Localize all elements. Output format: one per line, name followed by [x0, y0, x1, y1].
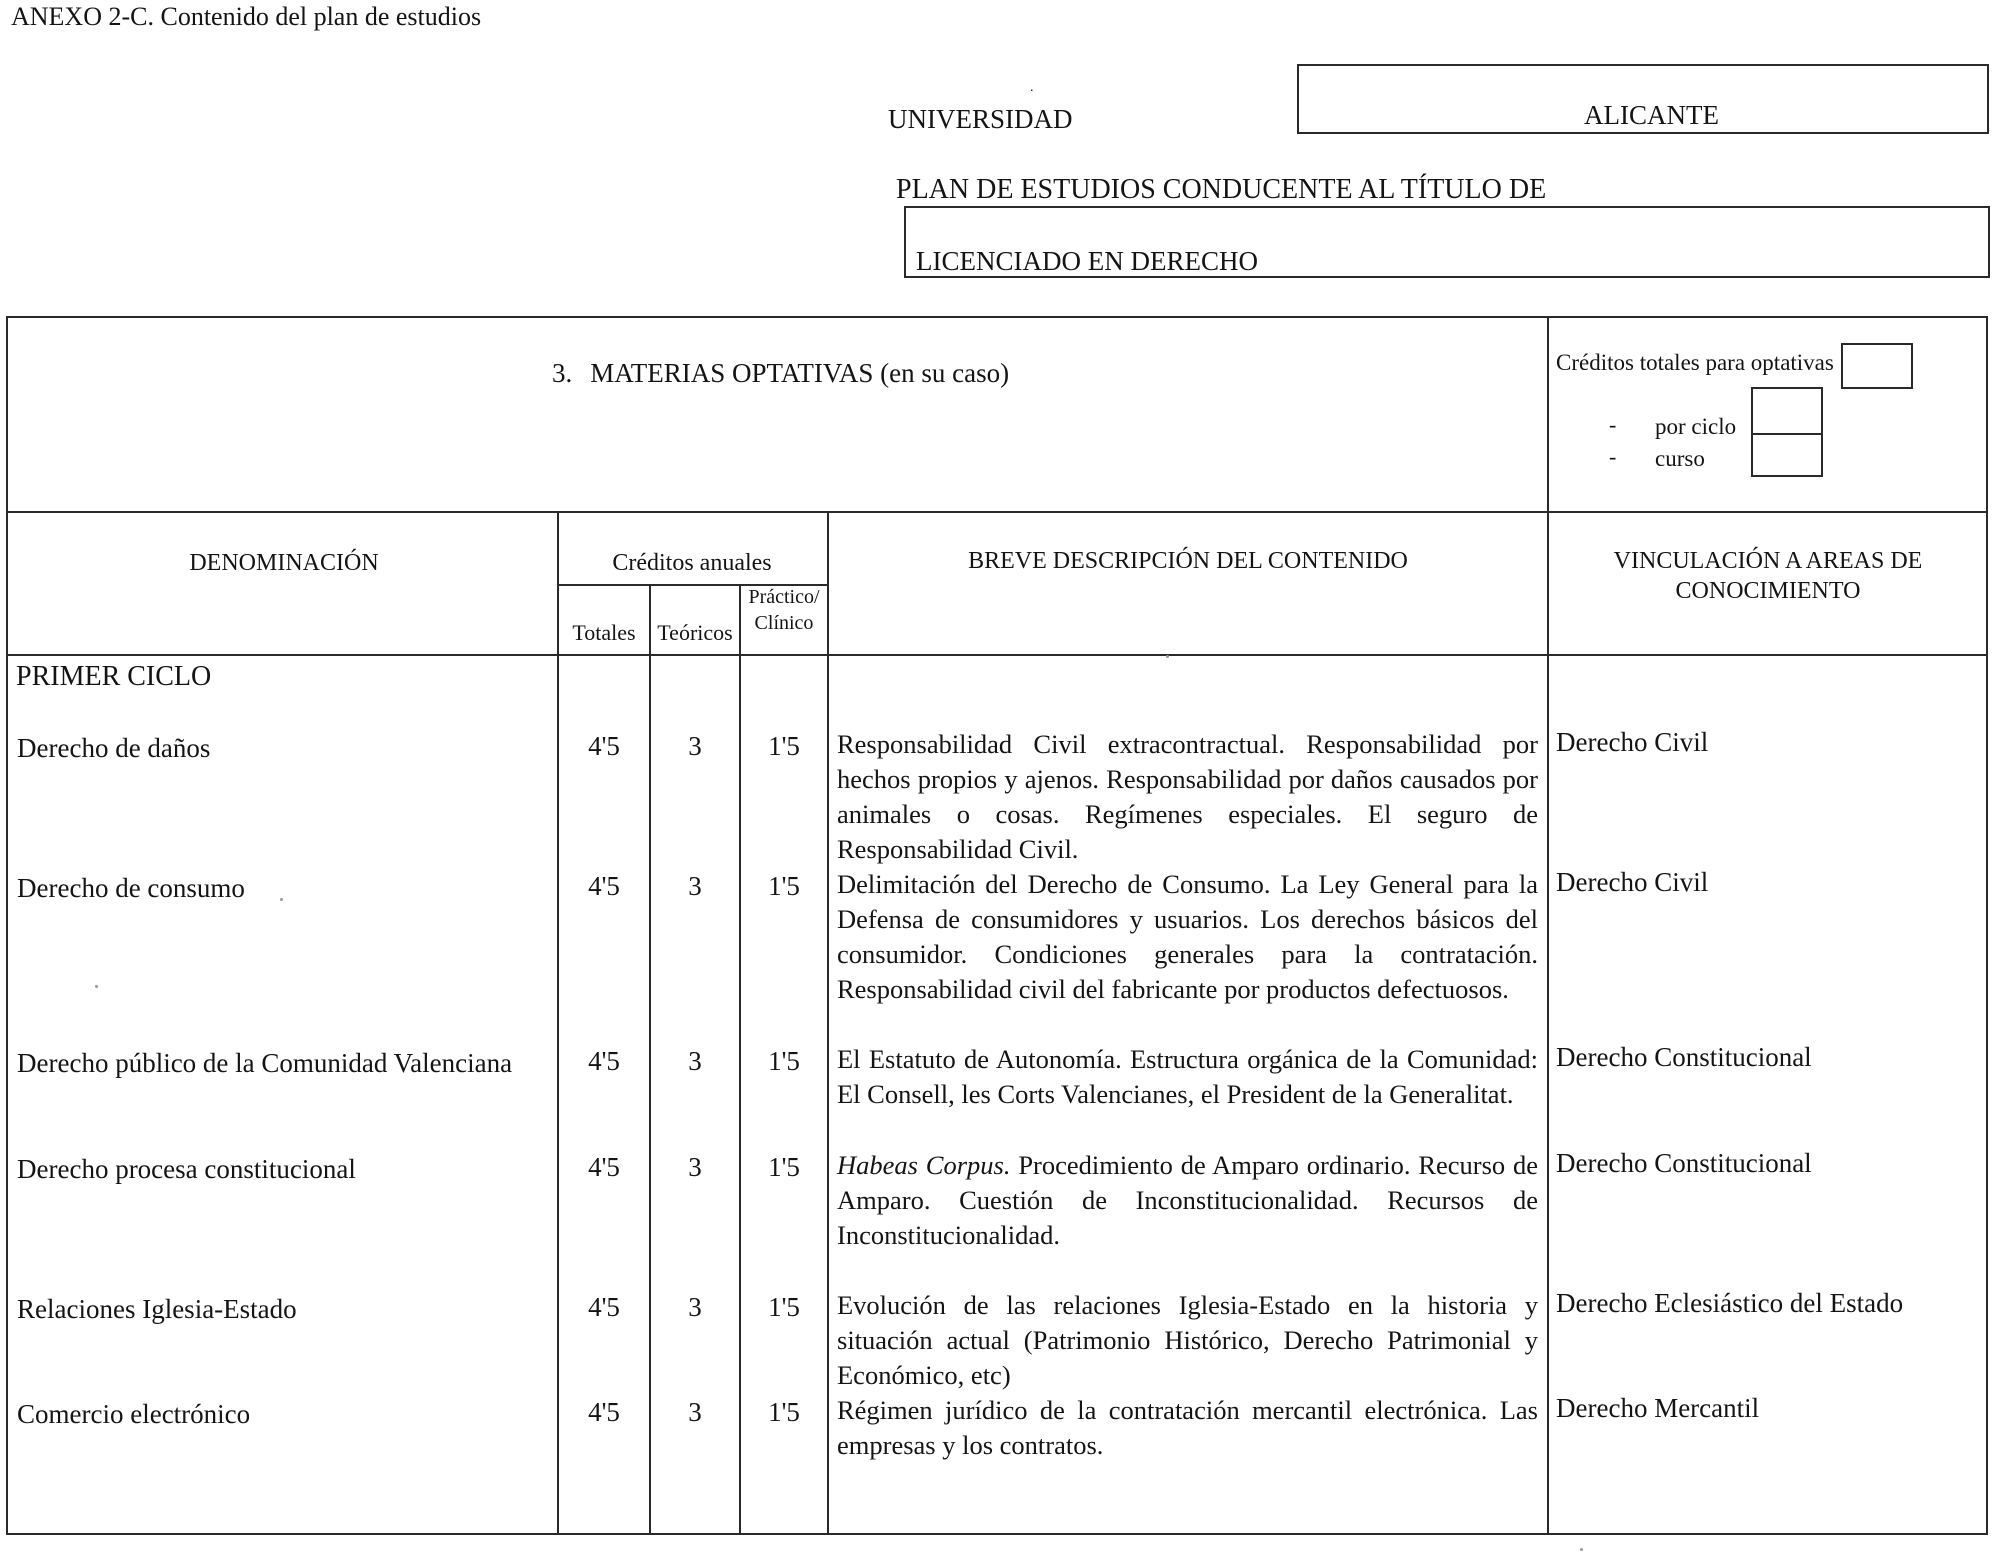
row-totales: 4'5: [588, 1292, 620, 1322]
row-description: Responsabilidad Civil extracontractual. Responsabilidad por hechos propios y ajenos. Responsabilidad por daños causados por animales o cosas. Regímenes especiales. El seguro de Responsabilidad Civil.: [837, 729, 1538, 864]
university-label: UNIVERSIDAD: [888, 104, 1073, 134]
scan-speck: [1166, 655, 1169, 658]
row-teoricos: 3: [688, 1397, 702, 1427]
cycle-label: PRIMER CICLO: [16, 661, 212, 692]
row-name: Derecho de daños: [17, 733, 211, 763]
row-teoricos: 3: [688, 1046, 702, 1076]
row-practico: 1'5: [768, 1046, 800, 1076]
row-description-italic: Habeas Corpus.: [837, 1150, 1011, 1180]
row-area: Derecho Eclesiástico del Estado: [1556, 1288, 1904, 1318]
dash-bullet: -: [1609, 444, 1617, 469]
section-divider: [6, 511, 1988, 513]
row-totales: 4'5: [588, 1397, 620, 1427]
row-teoricos: 3: [688, 1152, 702, 1182]
course-label: curso: [1655, 446, 1705, 471]
row-name: Derecho público de la Comunidad Valenciana: [17, 1048, 513, 1078]
degree-value: LICENCIADO EN DERECHO: [916, 246, 1258, 276]
row-description: Régimen jurídico de la contratación mercantil electrónica. Las empresas y los contratos.: [837, 1395, 1538, 1460]
header-practico-line1: Práctico/: [748, 586, 820, 608]
denominacion-column-rule: [557, 511, 559, 1535]
credits-total-box[interactable]: [1841, 343, 1913, 389]
dash-bullet: -: [1609, 412, 1617, 437]
row-description: Evolución de las relaciones Iglesia-Estado en la historia y situación actual (Patrimonio Histórico, Derecho Patrimonial y Económico, etc): [837, 1290, 1538, 1390]
row-teoricos: 3: [688, 871, 702, 901]
header-practico-clinico: [740, 584, 828, 636]
header-practico-line2: Clínico: [754, 612, 814, 634]
scan-speck: [1580, 1548, 1583, 1551]
scan-speck: [95, 985, 98, 988]
practico-column-rule: [827, 511, 829, 1535]
degree-box: [904, 206, 1990, 278]
credits-course-box[interactable]: [1751, 433, 1823, 477]
credits-total-label: Créditos totales para optativas: [1556, 350, 1834, 375]
row-practico: 1'5: [768, 1397, 800, 1427]
section-title: [552, 358, 1009, 389]
row-practico: 1'5: [768, 1152, 800, 1182]
row-teoricos: 3: [688, 1292, 702, 1322]
university-value: ALICANTE: [1584, 100, 1719, 130]
plan-label: PLAN DE ESTUDIOS CONDUCENTE AL TÍTULO DE: [896, 174, 1547, 205]
per-cycle-label: por ciclo: [1655, 414, 1737, 439]
row-name: Derecho de consumo: [17, 873, 245, 903]
row-area: Derecho Mercantil: [1556, 1393, 1760, 1423]
row-description: El Estatuto de Autonomía. Estructura orgánica de la Comunidad: El Consell, les Corts Valencianes, el President de la Generalitat.: [837, 1044, 1538, 1109]
row-practico: 1'5: [768, 871, 800, 901]
header-teoricos: Teóricos: [657, 620, 733, 645]
credits-per-cycle-box[interactable]: [1751, 387, 1823, 435]
section-number: 3.: [552, 358, 573, 388]
header-vinculacion: [1548, 546, 1988, 606]
row-teoricos: 3: [688, 731, 702, 761]
area-column-rule: [1547, 316, 1549, 1535]
row-description: [837, 1148, 1538, 1253]
university-box: [1297, 64, 1989, 134]
row-area: Derecho Constitucional: [1556, 1042, 1812, 1072]
header-vinculacion-line2: CONOCIMIENTO: [1675, 578, 1861, 604]
scan-dot: .: [1030, 80, 1034, 95]
row-name: Comercio electrónico: [17, 1399, 251, 1429]
row-practico: 1'5: [768, 1292, 800, 1322]
header-vinculacion-line1: VINCULACIÓN A AREAS DE: [1613, 548, 1923, 574]
row-name: Derecho procesa constitucional: [17, 1154, 356, 1184]
header-creditos-anuales: Créditos anuales: [612, 550, 772, 576]
row-description-text: Procedimiento de Amparo ordinario. Recurso de Amparo. Cuestión de Inconstitucionalidad. Recursos de Inconstitucionalidad.: [837, 1150, 1539, 1250]
row-practico: 1'5: [768, 731, 800, 761]
row-name: Relaciones Iglesia-Estado: [17, 1294, 297, 1324]
header-totales: Totales: [572, 620, 636, 645]
row-totales: 4'5: [588, 731, 620, 761]
header-divider: [6, 654, 1988, 656]
row-area: Derecho Constitucional: [1556, 1148, 1812, 1178]
row-totales: 4'5: [588, 871, 620, 901]
row-totales: 4'5: [588, 1152, 620, 1182]
row-area: Derecho Civil: [1556, 867, 1709, 897]
row-area: Derecho Civil: [1556, 727, 1709, 757]
section-title-text: MATERIAS OPTATIVAS (en su caso): [590, 358, 1010, 388]
header-denominacion: DENOMINACIÓN: [189, 550, 379, 576]
scan-speck: [280, 898, 283, 901]
header-breve-descripcion: BREVE DESCRIPCIÓN DEL CONTENIDO: [968, 548, 1408, 574]
annex-title: ANEXO 2-C. Contenido del plan de estudios: [11, 2, 482, 31]
row-description: Delimitación del Derecho de Consumo. La Ley General para la Defensa de consumidores y usuarios. Los derechos básicos del consumidor. Condiciones generales para la contratación. Responsabilidad civil del fabricante por productos defectuosos.: [837, 869, 1538, 1004]
row-totales: 4'5: [588, 1046, 620, 1076]
